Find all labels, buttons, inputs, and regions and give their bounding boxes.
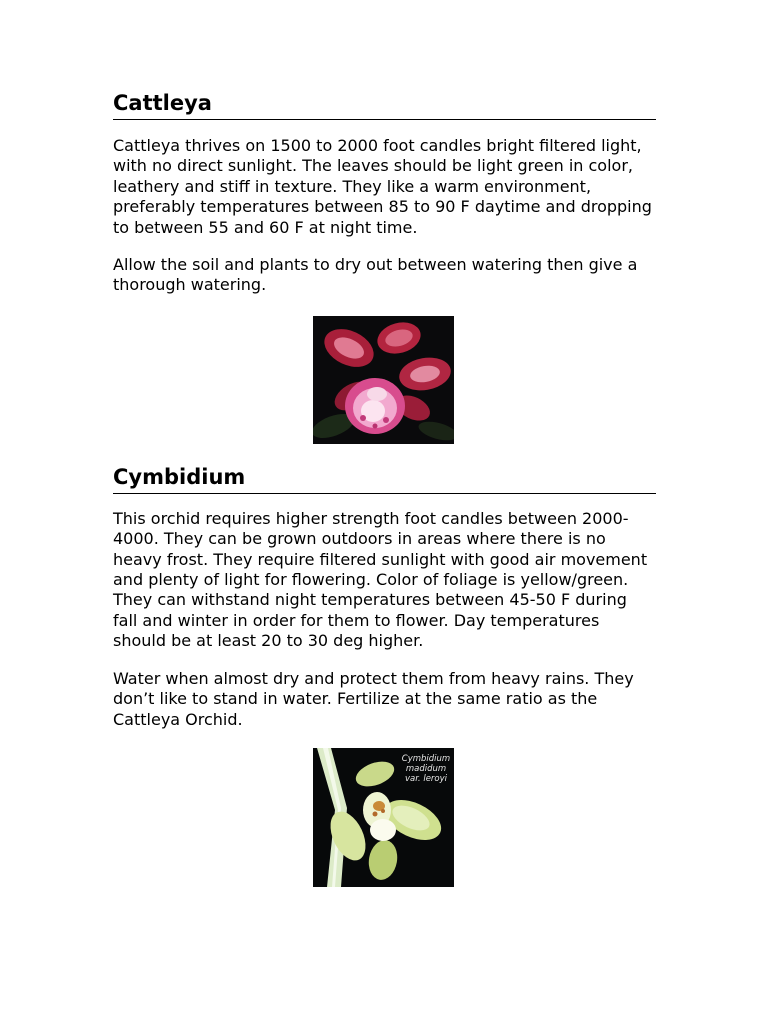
photo-caption-line-1: Cymbidium [401, 753, 451, 764]
section-heading-cattleya: Cattleya [113, 88, 656, 120]
cattleya-photo [111, 316, 656, 444]
cymbidium-orchid-photo-icon [313, 748, 454, 887]
cattleya-paragraph-2: Allow the soil and plants to dry out between watering then give a thorough watering. [113, 255, 638, 295]
photo-caption-line-2: madidum [405, 763, 447, 774]
section-heading-cymbidium: Cymbidium [113, 462, 656, 494]
cattleya-paragraph-1: Cattleya thrives on 1500 to 2000 foot candles bright filtered light, with no direct sunlight. The leaves should be light green in color, leathery and stiff in texture. They like a warm environment, preferably temperatures between 85 to 90 F daytime and dropping to between 55 and 60 F at night time. [113, 136, 652, 237]
cymbidium-paragraph-2: Water when almost dry and protect them from heavy rains. They don’t like to stand in water. Fertilize at the same ratio as the Cattleya Orchid. [113, 668, 634, 729]
cymbidium-photo [111, 748, 656, 887]
cymbidium-paragraph-1: This orchid requires higher strength foot candles between 2000-4000. They can be grown outdoors in areas where there is no heavy frost. They require filtered sunlight with good air movement and plenty of light for flowering. Color of foliage is yellow/green. They can withstand night temperatures between 45-50 F during fall and winter in order for them to flower. Day temperatures should be at least 20 to 30 deg higher. [113, 508, 648, 651]
cattleya-orchid-photo-icon [313, 316, 454, 444]
photo-caption-line-3: var. leroyi [404, 773, 448, 784]
document-page [113, 88, 656, 887]
